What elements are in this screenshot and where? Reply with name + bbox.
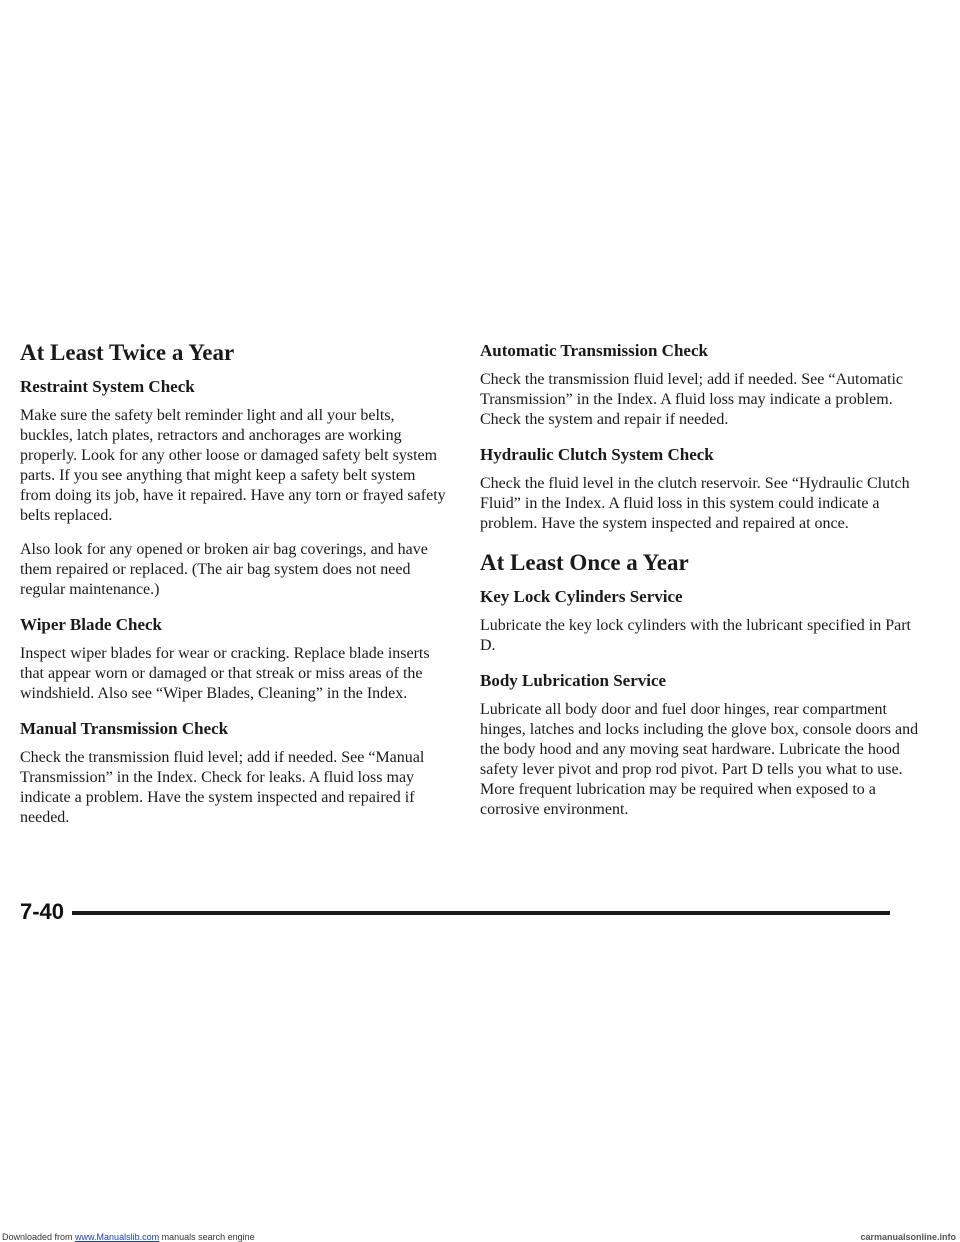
right-column [480, 338, 920, 834]
download-footer [0, 1232, 960, 1242]
footer-rule [72, 911, 890, 915]
section-heading-once-a-year: At Least Once a Year [480, 550, 689, 575]
hydraulic-clutch-para: Check the fluid level in the clutch reservoir. See “Hydraulic Clutch Fluid” in the Index. A fluid loss in this system could indicate a problem. Have the system inspected and repaired at once. [480, 475, 910, 532]
body-lubrication-title: Body Lubrication Service [480, 671, 667, 690]
restraint-system-title: Restraint System Check [20, 377, 195, 396]
page-number: 7-40 [20, 899, 65, 924]
wiper-blade-title: Wiper Blade Check [20, 615, 162, 634]
watermark-text: carmanualsonline.info [860, 1232, 956, 1242]
download-prefix: Downloaded from [2, 1232, 76, 1242]
key-lock-cylinders-title: Key Lock Cylinders Service [480, 587, 683, 606]
restraint-system-para-2: Also look for any opened or broken air bag coverings, and have them repaired or replaced. (The air bag system does not need regular maintenance.) [20, 541, 428, 598]
wiper-blade-para: Inspect wiper blades for wear or cracking. Replace blade inserts that appear worn or damaged or that streak or miss areas of the windshield. Also see “Wiper Blades, Cleaning” in the Index. [20, 645, 430, 702]
body-lubrication-para: Lubricate all body door and fuel door hinges, rear compartment hinges, latches and locks including the glove box, console doors and the body hood and any moving seat hardware. Lubricate the hood safety lever pivot and prop rod pivot. Part D tells you what to use. More frequent lubrication may be required when exposed to a corrosive environment. [480, 701, 919, 818]
manual-transmission-title: Manual Transmission Check [20, 719, 229, 738]
download-credit [2, 1232, 255, 1242]
restraint-system-para-1: Make sure the safety belt reminder light and all your belts, buckles, latch plates, retractors and anchorages are working properly. Look for any other loose or damaged safety belt system parts. If you see anything that might keep a safety belt system from doing its job, have it repaired. Have any torn or frayed safety belts replaced. [20, 407, 446, 524]
section-heading-twice-a-year: At Least Twice a Year [20, 340, 235, 365]
key-lock-cylinders-para: Lubricate the key lock cylinders with the lubricant specified in Part D. [480, 617, 911, 654]
manualslib-link[interactable]: www.Manualslib.com [75, 1232, 160, 1242]
download-suffix: manuals search engine [159, 1232, 255, 1242]
manual-transmission-para: Check the transmission fluid level; add if needed. See “Manual Transmission” in the Index. Check for leaks. A fluid loss may indicate a problem. Have the system inspected and repaired if needed. [20, 749, 425, 826]
automatic-transmission-para: Check the transmission fluid level; add if needed. See “Automatic Transmission” in the Index. A fluid loss may indicate a problem. Check the system and repair if needed. [480, 371, 903, 428]
hydraulic-clutch-title: Hydraulic Clutch System Check [480, 445, 714, 464]
automatic-transmission-title: Automatic Transmission Check [480, 341, 708, 360]
left-column [20, 338, 450, 842]
